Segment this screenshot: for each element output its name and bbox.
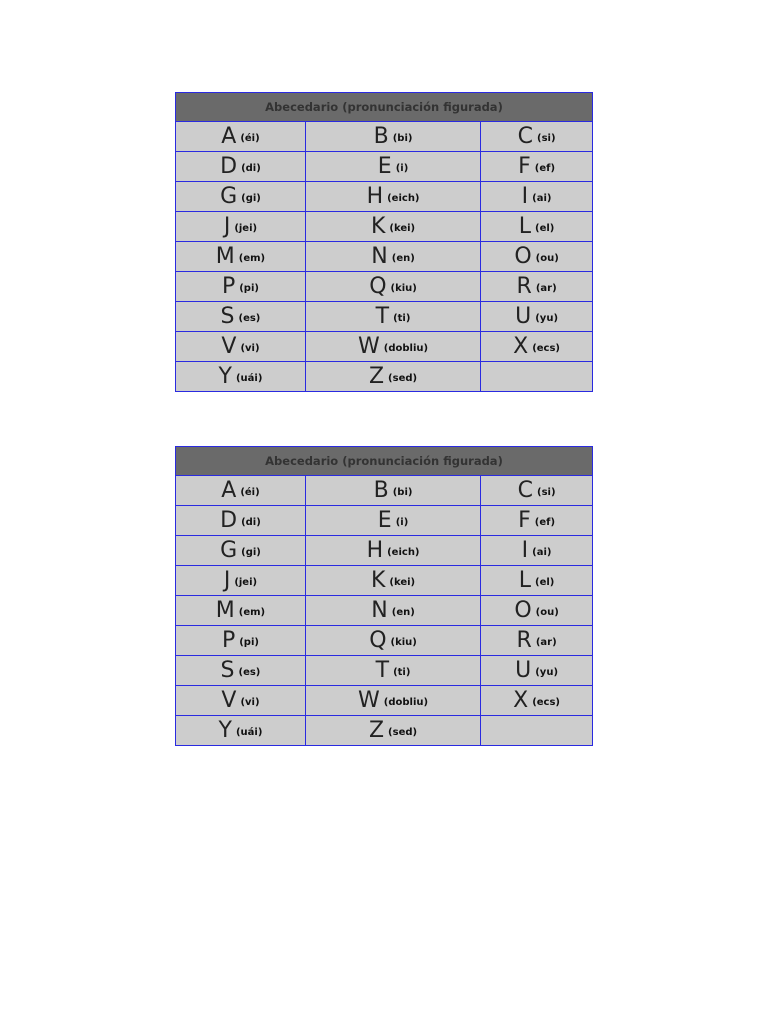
pronunciation: (sed) xyxy=(388,727,418,738)
pronunciation: (ai) xyxy=(532,547,552,558)
letter: Z xyxy=(368,364,385,389)
letter-cell xyxy=(176,242,306,272)
pronunciation: (bi) xyxy=(392,487,413,498)
letter-cell xyxy=(481,506,593,536)
letter-cell xyxy=(176,686,306,716)
letter-cell xyxy=(176,716,306,746)
pronunciation: (em) xyxy=(238,253,266,264)
pronunciation: (ecs) xyxy=(532,343,561,354)
letter: J xyxy=(223,568,231,593)
letter-cell xyxy=(176,362,306,392)
letter: N xyxy=(371,244,388,269)
table-title: Abecedario (pronunciación figurada) xyxy=(176,447,593,476)
pronunciation: (ecs) xyxy=(532,697,561,708)
letter-cell xyxy=(176,536,306,566)
letter-cell xyxy=(305,182,480,212)
letter: T xyxy=(375,304,390,329)
letter: R xyxy=(516,274,532,299)
pronunciation: (el) xyxy=(535,577,555,588)
letter: A xyxy=(221,124,237,149)
alphabet-table-1 xyxy=(175,92,593,392)
pronunciation: (éi) xyxy=(240,487,260,498)
pronunciation: (en) xyxy=(391,253,415,264)
letter: P xyxy=(221,628,236,653)
letter-cell xyxy=(305,272,480,302)
letter: Z xyxy=(368,718,385,743)
pronunciation: (bi) xyxy=(392,133,413,144)
letter: S xyxy=(220,658,235,683)
pronunciation: (gi) xyxy=(241,547,261,558)
letter-cell xyxy=(481,272,593,302)
letter-cell xyxy=(481,122,593,152)
table-row xyxy=(176,566,593,596)
pronunciation: (uái) xyxy=(235,727,263,738)
letter: M xyxy=(215,598,235,623)
letter-cell xyxy=(481,536,593,566)
letter-cell xyxy=(481,476,593,506)
letter-cell xyxy=(481,212,593,242)
letter-cell xyxy=(176,122,306,152)
letter: W xyxy=(358,334,380,359)
letter-cell xyxy=(305,476,480,506)
letter: Q xyxy=(369,628,387,653)
letter-cell xyxy=(176,272,306,302)
letter-cell xyxy=(481,566,593,596)
letter: D xyxy=(220,508,238,533)
pronunciation: (eich) xyxy=(387,193,420,204)
letter-cell xyxy=(176,302,306,332)
letter: X xyxy=(513,334,529,359)
letter-cell xyxy=(481,686,593,716)
letter-cell xyxy=(176,506,306,536)
letter-cell xyxy=(305,596,480,626)
pronunciation: (dobliu) xyxy=(383,697,429,708)
letter-cell xyxy=(176,476,306,506)
pronunciation: (ef) xyxy=(534,517,556,528)
pronunciation: (vi) xyxy=(240,343,260,354)
pronunciation: (ti) xyxy=(393,313,411,324)
pronunciation: (uái) xyxy=(235,373,263,384)
letter-cell xyxy=(481,182,593,212)
letter: B xyxy=(373,124,389,149)
table-row xyxy=(176,122,593,152)
letter: I xyxy=(521,538,529,563)
pronunciation: (ou) xyxy=(535,253,559,264)
letter-cell xyxy=(305,686,480,716)
table-header-row xyxy=(176,447,593,476)
pronunciation: (si) xyxy=(537,487,556,498)
letter: B xyxy=(373,478,389,503)
pronunciation: (em) xyxy=(238,607,266,618)
table-row xyxy=(176,152,593,182)
pronunciation: (jei) xyxy=(234,223,258,234)
pronunciation: (i) xyxy=(395,517,409,528)
letter: Q xyxy=(369,274,387,299)
pronunciation: (ar) xyxy=(535,283,557,294)
letter-cell xyxy=(176,566,306,596)
table-row xyxy=(176,242,593,272)
pronunciation: (yu) xyxy=(535,667,559,678)
letter-cell xyxy=(481,596,593,626)
pronunciation: (kei) xyxy=(389,223,416,234)
letter: J xyxy=(223,214,231,239)
letter: W xyxy=(358,688,380,713)
pronunciation: (eich) xyxy=(387,547,420,558)
letter-cell xyxy=(176,152,306,182)
letter-cell xyxy=(481,332,593,362)
pronunciation: (ef) xyxy=(534,163,556,174)
table-row xyxy=(176,686,593,716)
letter-cell xyxy=(481,302,593,332)
pronunciation: (éi) xyxy=(240,133,260,144)
letter: G xyxy=(220,538,238,563)
pronunciation: (gi) xyxy=(241,193,261,204)
table-row xyxy=(176,182,593,212)
letter: S xyxy=(220,304,235,329)
table-row xyxy=(176,536,593,566)
letter-cell xyxy=(305,332,480,362)
letter: O xyxy=(514,244,532,269)
table-row xyxy=(176,332,593,362)
table-row xyxy=(176,716,593,746)
pronunciation: (es) xyxy=(238,313,261,324)
letter: Y xyxy=(218,718,232,743)
letter: V xyxy=(221,334,237,359)
pronunciation: (ou) xyxy=(535,607,559,618)
pronunciation: (pi) xyxy=(239,283,259,294)
letter: K xyxy=(370,568,386,593)
letter-cell xyxy=(481,656,593,686)
table-header-row xyxy=(176,93,593,122)
letter: T xyxy=(375,658,390,683)
letter: C xyxy=(517,124,533,149)
letter-cell xyxy=(176,596,306,626)
letter-cell xyxy=(305,626,480,656)
pronunciation: (yu) xyxy=(535,313,559,324)
letter-cell xyxy=(481,152,593,182)
letter-cell xyxy=(176,626,306,656)
pronunciation: (el) xyxy=(535,223,555,234)
pronunciation: (sed) xyxy=(388,373,418,384)
table-row xyxy=(176,212,593,242)
pronunciation: (si) xyxy=(537,133,556,144)
letter-cell xyxy=(305,362,480,392)
letter-cell xyxy=(305,506,480,536)
table-row xyxy=(176,302,593,332)
letter-cell xyxy=(305,566,480,596)
letter: V xyxy=(221,688,237,713)
letter-cell xyxy=(305,122,480,152)
pronunciation: (ai) xyxy=(532,193,552,204)
pronunciation: (i) xyxy=(395,163,409,174)
letter: A xyxy=(221,478,237,503)
letter: N xyxy=(371,598,388,623)
letter-cell xyxy=(305,536,480,566)
letter-cell xyxy=(305,212,480,242)
pronunciation: (dobliu) xyxy=(383,343,429,354)
letter: Y xyxy=(218,364,232,389)
letter-cell xyxy=(305,152,480,182)
table-row xyxy=(176,476,593,506)
pronunciation: (di) xyxy=(241,163,261,174)
letter: R xyxy=(516,628,532,653)
letter-cell xyxy=(176,332,306,362)
letter: X xyxy=(513,688,529,713)
letter: U xyxy=(515,304,532,329)
letter: F xyxy=(518,154,531,179)
letter: K xyxy=(370,214,386,239)
letter: H xyxy=(366,538,384,563)
letter-cell xyxy=(305,302,480,332)
pronunciation: (vi) xyxy=(240,697,260,708)
letter-cell xyxy=(481,242,593,272)
table-row xyxy=(176,626,593,656)
letter: G xyxy=(220,184,238,209)
table-row xyxy=(176,362,593,392)
alphabet-table-2 xyxy=(175,446,593,746)
pronunciation: (di) xyxy=(241,517,261,528)
table-title: Abecedario (pronunciación figurada) xyxy=(176,93,593,122)
empty-cell xyxy=(481,362,593,392)
letter: P xyxy=(221,274,236,299)
letter-cell xyxy=(481,626,593,656)
letter-cell xyxy=(176,182,306,212)
letter: E xyxy=(377,154,392,179)
pronunciation: (ar) xyxy=(535,637,557,648)
pronunciation: (pi) xyxy=(239,637,259,648)
pronunciation: (kiu) xyxy=(390,283,417,294)
pronunciation: (ti) xyxy=(393,667,411,678)
letter-cell xyxy=(305,656,480,686)
letter: L xyxy=(518,214,532,239)
letter: E xyxy=(377,508,392,533)
pronunciation: (en) xyxy=(391,607,415,618)
table-row xyxy=(176,596,593,626)
letter: L xyxy=(518,568,532,593)
letter: O xyxy=(514,598,532,623)
pronunciation: (es) xyxy=(238,667,261,678)
letter-cell xyxy=(176,656,306,686)
letter: D xyxy=(220,154,238,179)
letter: C xyxy=(517,478,533,503)
table-row xyxy=(176,272,593,302)
letter: I xyxy=(521,184,529,209)
letter: U xyxy=(515,658,532,683)
letter: H xyxy=(366,184,384,209)
table-row xyxy=(176,656,593,686)
empty-cell xyxy=(481,716,593,746)
pronunciation: (kei) xyxy=(389,577,416,588)
letter: M xyxy=(215,244,235,269)
pronunciation: (kiu) xyxy=(390,637,417,648)
letter: F xyxy=(518,508,531,533)
pronunciation: (jei) xyxy=(234,577,258,588)
letter-cell xyxy=(305,716,480,746)
table-row xyxy=(176,506,593,536)
letter-cell xyxy=(176,212,306,242)
letter-cell xyxy=(305,242,480,272)
